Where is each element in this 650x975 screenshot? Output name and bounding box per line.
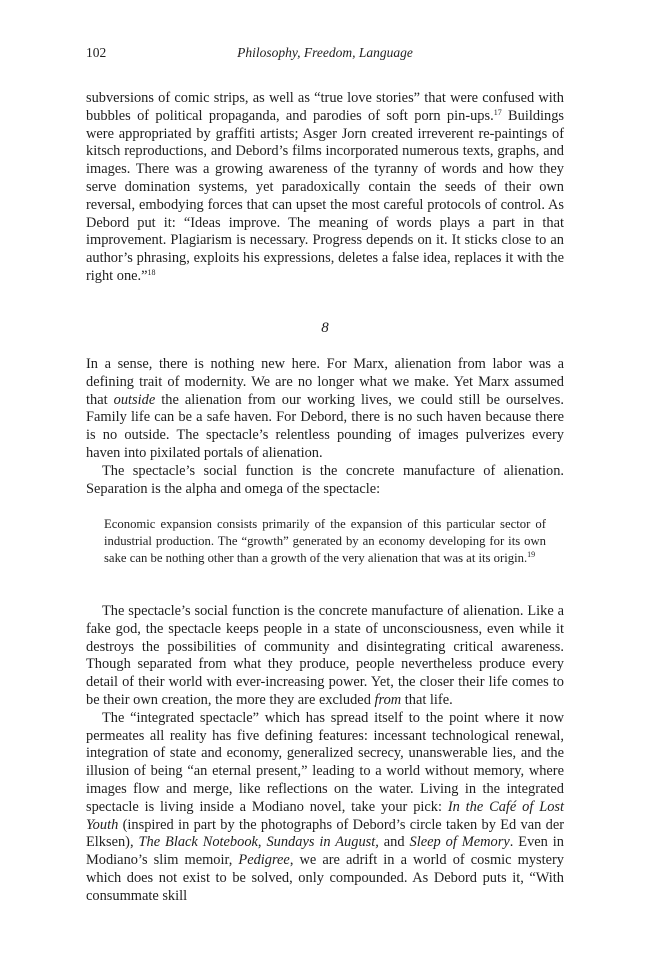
page-number: 102: [86, 45, 107, 60]
book-title: Sleep of Memory: [409, 834, 510, 851]
paragraph-3: The spectacle’s social function is the concrete manufacture of alienation. Separation is the alpha and omega of the spectacle:: [86, 462, 564, 497]
body-block-2: [86, 356, 564, 498]
book-title: Pedigree: [238, 852, 290, 869]
running-title: Philosophy, Freedom, Language: [237, 45, 413, 60]
footnote-ref-19[interactable]: 19: [527, 550, 536, 560]
body-block-3: [86, 603, 564, 906]
book-title: The Black Notebook: [138, 834, 258, 851]
book-title: In the Café of Lost Youth: [86, 798, 564, 833]
paragraph-2: In a sense, there is nothing new here. For Marx, alienation from labor was a defining trait of modernity. We are no longer what we make. Yet Marx assumed that outside the alienation from our working lives, we could still be ourselves. Family life can be a safe haven. For Debord, there is no such haven because there is no outside. The spectacle’s relentless pounding of images pulverizes every haven into pixilated portals of alienation.: [86, 356, 564, 461]
book-title: Sundays in August,: [266, 834, 379, 851]
paragraph-1: subversions of comic strips, as well as “true love stories” that were confused with bubbles of political propaganda, and parodies of soft porn pin-ups.$^{17}$ Buildings were appropriated by graffiti artists; Asger Jorn created irreverent re-paintings of kitsch reproductions, and Debord’s films incorporated numerous texts, graphs, and images. There was a growing awareness of the tyranny of words and how they serve domination systems, yet paradoxically contain the seeds of their own reversal, embodying forces that can upset the most careful protocols of control. As Debord put it: “Ideas improve. The meaning of words plays a part in that improvement. Plagiarism is necessary. Progress depends on it. It sticks close to an author’s phrasing, exploits his expressions, deletes a false idea, replaces it with the right one.”$^{18}$: [86, 90, 565, 284]
block-quote: Economic expansion consists primarily of the expansion of this particular sector of industrial production. The “growth” generated by an economy developing for its own sake can be nothing other than a growth of the very alienation that was at its origin.$^{19}$: [104, 517, 546, 566]
section-number: 8: [321, 320, 329, 336]
paragraph-5: The “integrated spectacle” which has spread itself to the point where it now permeates all reality has five defining features: incessant technological renewal, integration of state and economy, generalized secrecy, unanswerable lies, and the illusion of being “an eternal present,” leading to a world without memory, where images flow and merge, like reflections on the water. Living in the integrated spectacle is living inside a Modiano novel, take your pick: In the Café of Lost Youth (inspired in part by the photographs of Debord’s circle taken by Ed van der Elksen), The Black Notebook, Sundays in August, and Sleep of Memory. Even in Modiano’s slim memoir, Pedigree, we are adrift in a world of cosmic mystery which does not exist to be solved, only compounded. As Debord puts it, “With consummate skill: [86, 709, 564, 904]
footnote-ref-17[interactable]: 17: [493, 107, 502, 117]
paragraph-4: The spectacle’s social function is the concrete manufacture of alienation. Like a fake god, the spectacle keeps people in a state of unconsciousness, even while it destroys the possibilities of community and disintegrating critical awareness. Though separated from what they produce, people nevertheless produce every detail of their world with ever-increasing power. Yet, the closer their life comes to be their own creation, the more they are excluded from that life.: [86, 603, 564, 708]
page-header: [86, 45, 564, 65]
footnote-ref-18[interactable]: 18: [147, 267, 156, 277]
